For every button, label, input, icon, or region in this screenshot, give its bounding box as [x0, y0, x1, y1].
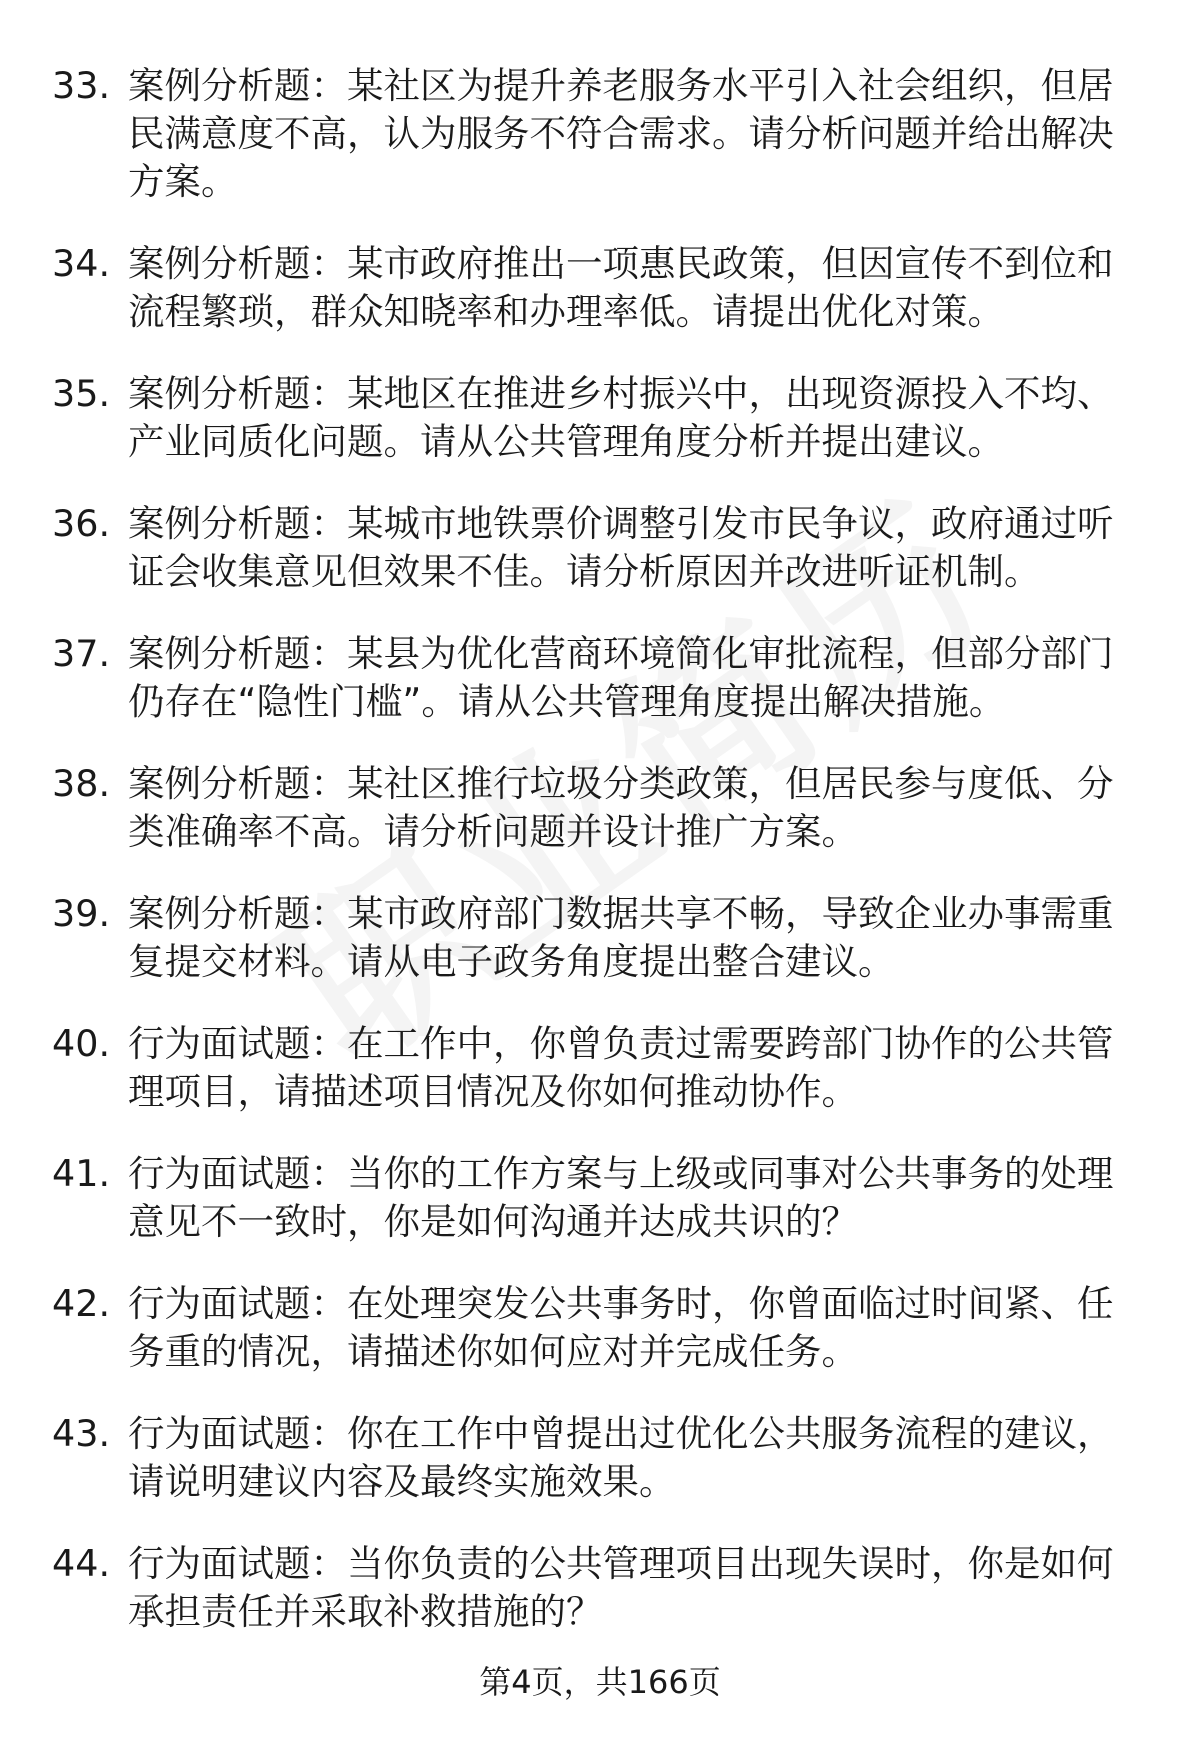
question-text: 案例分析题：某市政府部门数据共享不畅，导致企业办事需重复提交材料。请从电子政务角度提出整合建议。: [128, 892, 1114, 983]
question-item: [0, 1020, 1200, 1116]
question-number: 35.: [52, 372, 111, 415]
question-number: 38.: [52, 762, 111, 805]
question-item: [0, 62, 1200, 206]
question-text: 行为面试题：在处理突发公共事务时，你曾面临过时间紧、任务重的情况，请描述你如何应对并完成任务。: [128, 1282, 1114, 1373]
question-item: [0, 630, 1200, 726]
question-text: 行为面试题：当你负责的公共管理项目出现失误时，你是如何承担责任并采取补救措施的？: [128, 1542, 1114, 1633]
page-number-footer: 第4页，共166页: [479, 1663, 721, 1701]
question-text: 行为面试题：在工作中，你曾负责过需要跨部门协作的公共管理项目，请描述项目情况及你如何推动协作。: [128, 1022, 1114, 1113]
question-text: 行为面试题：你在工作中曾提出过优化公共服务流程的建议，请说明建议内容及最终实施效果。: [128, 1412, 1114, 1503]
question-number: 44.: [52, 1542, 111, 1585]
question-number: 37.: [52, 632, 111, 675]
question-text: 案例分析题：某社区推行垃圾分类政策，但居民参与度低、分类准确率不高。请分析问题并设计推广方案。: [128, 762, 1114, 853]
question-text: 案例分析题：某社区为提升养老服务水平引入社会组织，但居民满意度不高，认为服务不符合需求。请分析问题并给出解决方案。: [128, 64, 1114, 203]
question-number: 41.: [52, 1152, 111, 1195]
question-item: [0, 890, 1200, 986]
question-text: 案例分析题：某城市地铁票价调整引发市民争议，政府通过听证会收集意见但效果不佳。请分析原因并改进听证机制。: [128, 502, 1114, 593]
question-text: 行为面试题：当你的工作方案与上级或同事对公共事务的处理意见不一致时，你是如何沟通并达成共识的？: [128, 1152, 1114, 1243]
question-item: [0, 370, 1200, 466]
question-number: 39.: [52, 892, 111, 935]
question-text: 案例分析题：某县为优化营商环境简化审批流程，但部分部门仍存在“隐性门槛”。请从公共管理角度提出解决措施。: [128, 632, 1114, 723]
question-item: [0, 1540, 1200, 1636]
question-item: [0, 760, 1200, 856]
question-item: [0, 1280, 1200, 1376]
question-text: 案例分析题：某地区在推进乡村振兴中，出现资源投入不均、产业同质化问题。请从公共管理角度分析并提出建议。: [128, 372, 1114, 463]
question-number: 43.: [52, 1412, 111, 1455]
question-number: 40.: [52, 1022, 111, 1065]
question-text: 案例分析题：某市政府推出一项惠民政策，但因宣传不到位和流程繁琐，群众知晓率和办理率低。请提出优化对策。: [128, 242, 1114, 333]
question-list: [0, 62, 1200, 1670]
question-item: [0, 1410, 1200, 1506]
question-number: 34.: [52, 242, 111, 285]
question-number: 36.: [52, 502, 111, 545]
question-item: [0, 500, 1200, 596]
question-item: [0, 1150, 1200, 1246]
question-number: 42.: [52, 1282, 111, 1325]
question-number: 33.: [52, 64, 111, 107]
question-item: [0, 240, 1200, 336]
